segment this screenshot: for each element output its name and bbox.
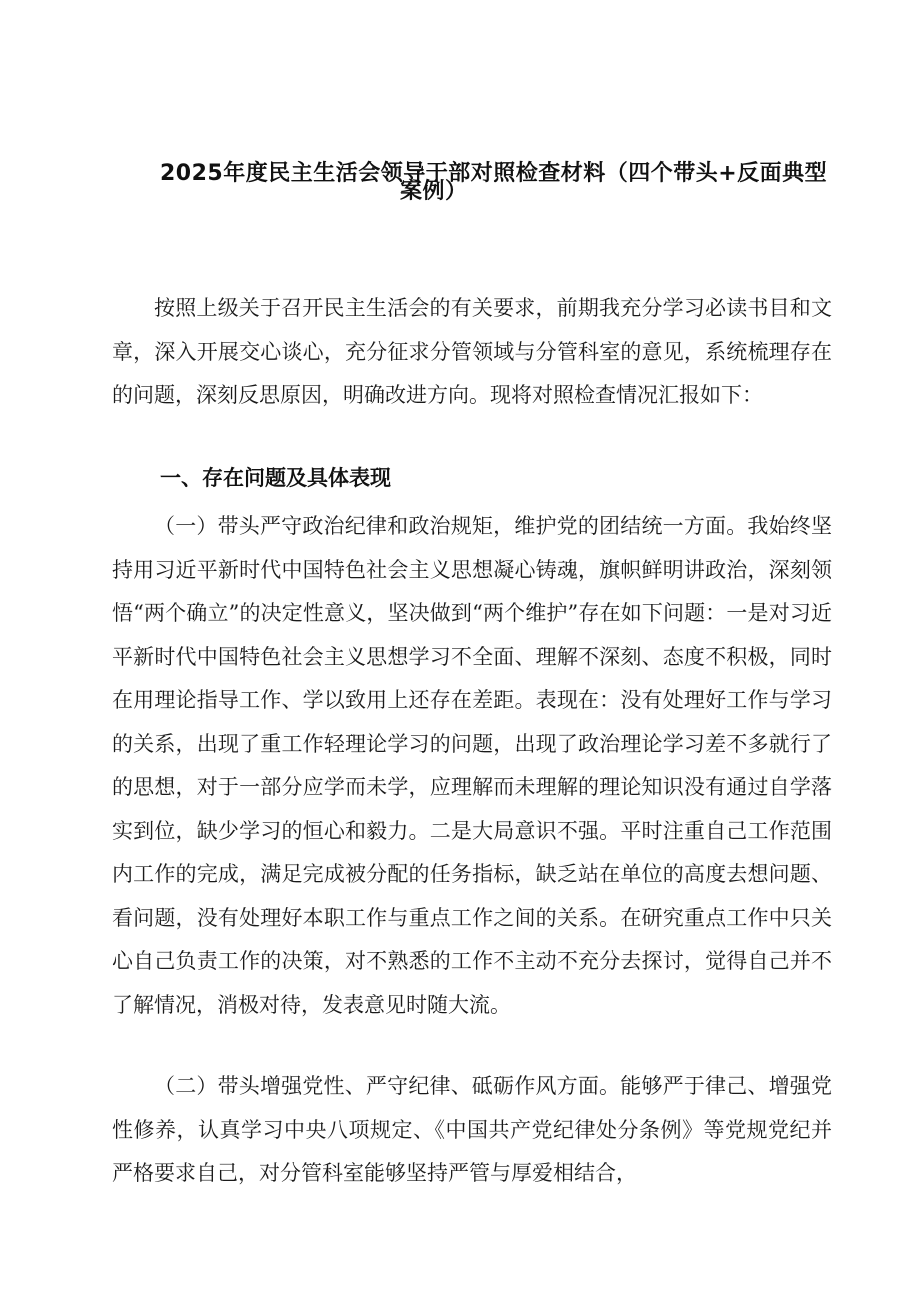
intro-block — [112, 287, 832, 418]
intro-paragraph: 按照上级关于召开民主生活会的有关要求，前期我充分学习必读书目和文章，深入开展交心谈心，充分征求分管领域与分管科室的意见，系统梳理存在的问题，深刻反思原因，明确改进方向。现将对照检查情况汇报如下： — [112, 296, 832, 407]
paragraph-block-1 — [112, 505, 832, 1027]
section-heading: 一、存在问题及具体表现 — [160, 466, 391, 490]
paragraph-political-discipline: （一）带头严守政治纪律和政治规矩，维护党的团结统一方面。我始终坚持用习近平新时代中国特色社会主义思想凝心铸魂，旗帜鲜明讲政治，深刻领悟“两个确立”的决定性意义，坚决做到“两个维护”存在如下问题：一是对习近平新时代中国特色社会主义思想学习不全面、理解不深刻、态度不积极，同时在用理论指导工作、学以致用上还存在差距。表现在：没有处理好工作与学习的关系，出现了重工作轻理论学习的问题，出现了政治理论学习差不多就行了的思想，对于一部分应学而未学，应理解而未理解的理论知识没有通过自学落实到位，缺少学习的恒心和毅力。二是大局意识不强。平时注重自己工作范围内工作的完成，满足完成被分配的任务指标，缺乏站在单位的高度去想问题、看问题，没有处理好本职工作与重点工作之间的关系。在研究重点工作中只关心自己负责工作的决策，对不熟悉的工作不主动不充分去探讨，觉得自己并不了解情况，消极对待，发表意见时随大流。 — [112, 514, 832, 1017]
paragraph-block-2 — [112, 1065, 832, 1196]
document-title-line1: 2025年度民主生活会领导干部对照检查材料（四个带头+反面典型 — [160, 161, 828, 186]
document-title-line2: 案例） — [400, 179, 468, 204]
paragraph-party-spirit: （二）带头增强党性、严守纪律、砥砺作风方面。能够严于律己、增强党性修养，认真学习中央八项规定、《中国共产党纪律处分条例》等党规党纪并严格要求自己，对分管科室能够坚持严管与厚爱相结合， — [112, 1074, 832, 1185]
